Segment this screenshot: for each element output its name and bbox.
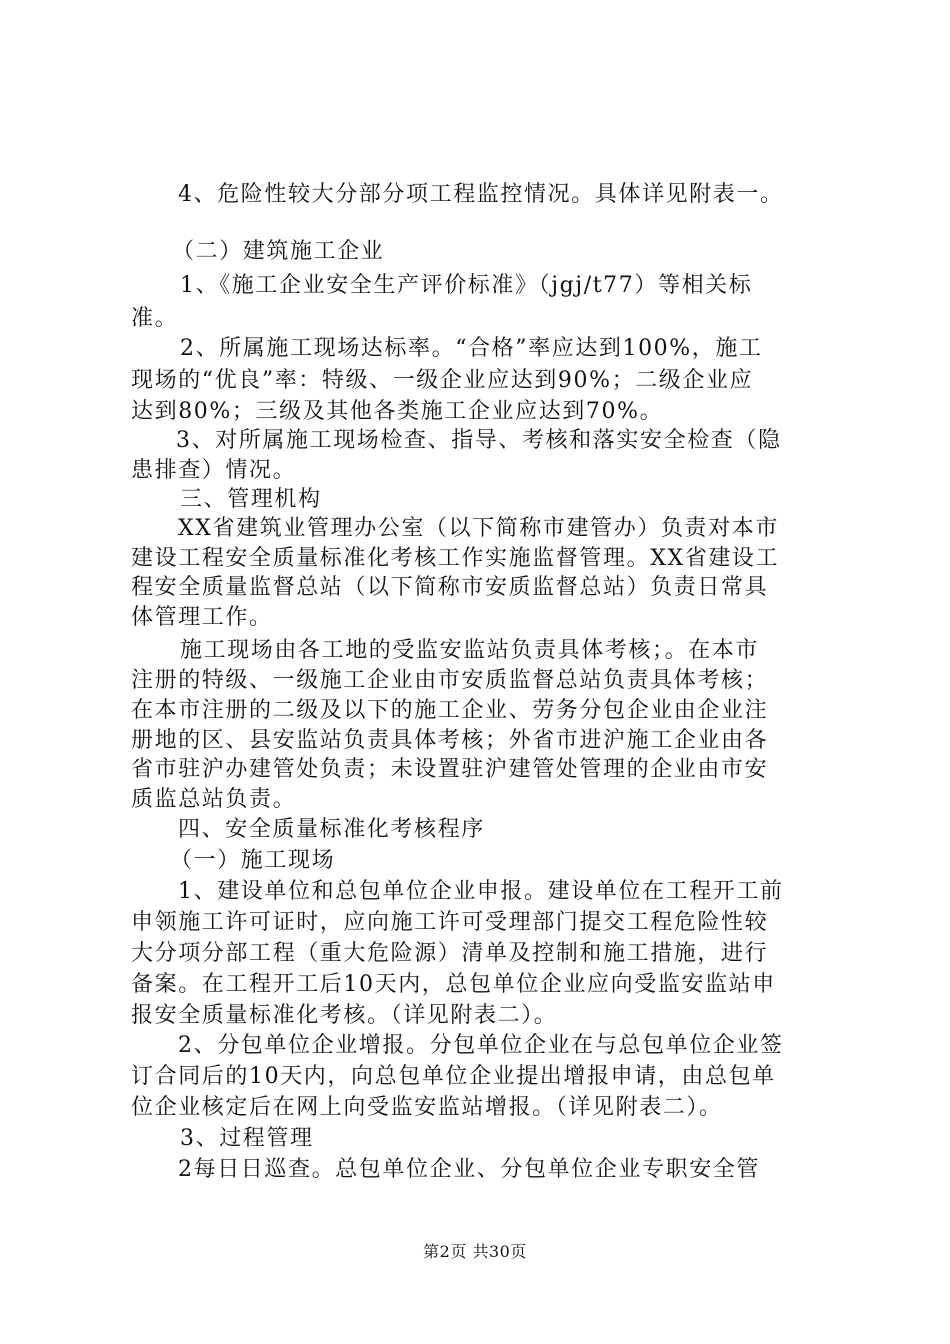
section-heading: （一）施工现场 bbox=[170, 848, 336, 873]
paragraph-line: 册地的区、县安监站负责具体考核；外省市进沪施工企业由各 bbox=[131, 728, 769, 753]
paragraph-line: 程安全质量监督总站（以下简称市安质监督总站）负责日常具 bbox=[131, 575, 769, 600]
paragraph-line: 备案。在工程开工后10天内，总包单位企业应向受监安监站申 bbox=[131, 972, 776, 997]
paragraph-line: 达到80%；三级及其他各类施工企业应达到70%。 bbox=[131, 399, 664, 424]
paragraph-line: 3、对所属施工现场检查、指导、考核和落实安全检查（隐 bbox=[176, 428, 782, 453]
section-heading: 3、过程管理 bbox=[180, 1126, 314, 1151]
paragraph-line: 大分项分部工程（重大危险源）清单及控制和施工措施，进行 bbox=[131, 941, 769, 966]
paragraph-line: 体管理工作。 bbox=[131, 605, 273, 630]
paragraph-line: 患排查）情况。 bbox=[131, 458, 297, 483]
paragraph-line: 质监总站负责。 bbox=[131, 787, 297, 812]
paragraph-line: 1、建设单位和总包单位企业申报。建设单位在工程开工前 bbox=[178, 879, 784, 904]
paragraph-line: 现场的“优良”率：特级、一级企业应达到90%；二级企业应 bbox=[131, 368, 754, 393]
paragraph-line: 在本市注册的二级及以下的施工企业、劳务分包企业由企业注 bbox=[131, 698, 769, 723]
paragraph-line: XX省建筑业管理办公室（以下简称市建管办）负责对本市 bbox=[178, 516, 779, 541]
section-heading: 三、管理机构 bbox=[180, 487, 322, 512]
paragraph-line: 注册的特级、一级施工企业由市安质监督总站负责具体考核； bbox=[131, 668, 769, 693]
paragraph-line: 位企业核定后在网上向受监安监站增报。（详见附表二）。 bbox=[131, 1095, 723, 1120]
paragraph-line: 准。 bbox=[131, 306, 179, 331]
section-heading: （二）建筑施工企业 bbox=[172, 239, 385, 264]
paragraph-line: 4、危险性较大分部分项工程监控情况。具体详见附表一。 bbox=[178, 182, 784, 207]
section-heading: 四、安全质量标准化考核程序 bbox=[178, 817, 485, 842]
paragraph-line: 施工现场由各工地的受监安监站负责具体考核；。在本市 bbox=[180, 638, 760, 663]
paragraph-line: 建设工程安全质量标准化考核工作实施监督管理。XX省建设工 bbox=[131, 546, 780, 571]
paragraph-line: 订合同后的10天内，向总包单位企业提出增报申请，由总包单 bbox=[131, 1064, 776, 1089]
page-number-footer: 第2页 共30页 bbox=[423, 1242, 527, 1261]
paragraph-line: 2每日日巡查。总包单位企业、分包单位企业专职安全管 bbox=[178, 1157, 760, 1182]
paragraph-line: 1、《施工企业安全生产评价标准》（jgj/t77）等相关标 bbox=[180, 273, 753, 298]
paragraph-line: 申领施工许可证时，应向施工许可受理部门提交工程危险性较 bbox=[131, 910, 769, 935]
paragraph-line: 2、分包单位企业增报。分包单位企业在与总包单位企业签 bbox=[178, 1033, 784, 1058]
paragraph-line: 2、所属施工现场达标率。“合格”率应达到100%，施工 bbox=[180, 336, 763, 361]
paragraph-line: 报安全质量标准化考核。（详见附表二）。 bbox=[131, 1003, 558, 1028]
paragraph-line: 省市驻沪办建管处负责；未设置驻沪建管处管理的企业由市安 bbox=[131, 757, 769, 782]
